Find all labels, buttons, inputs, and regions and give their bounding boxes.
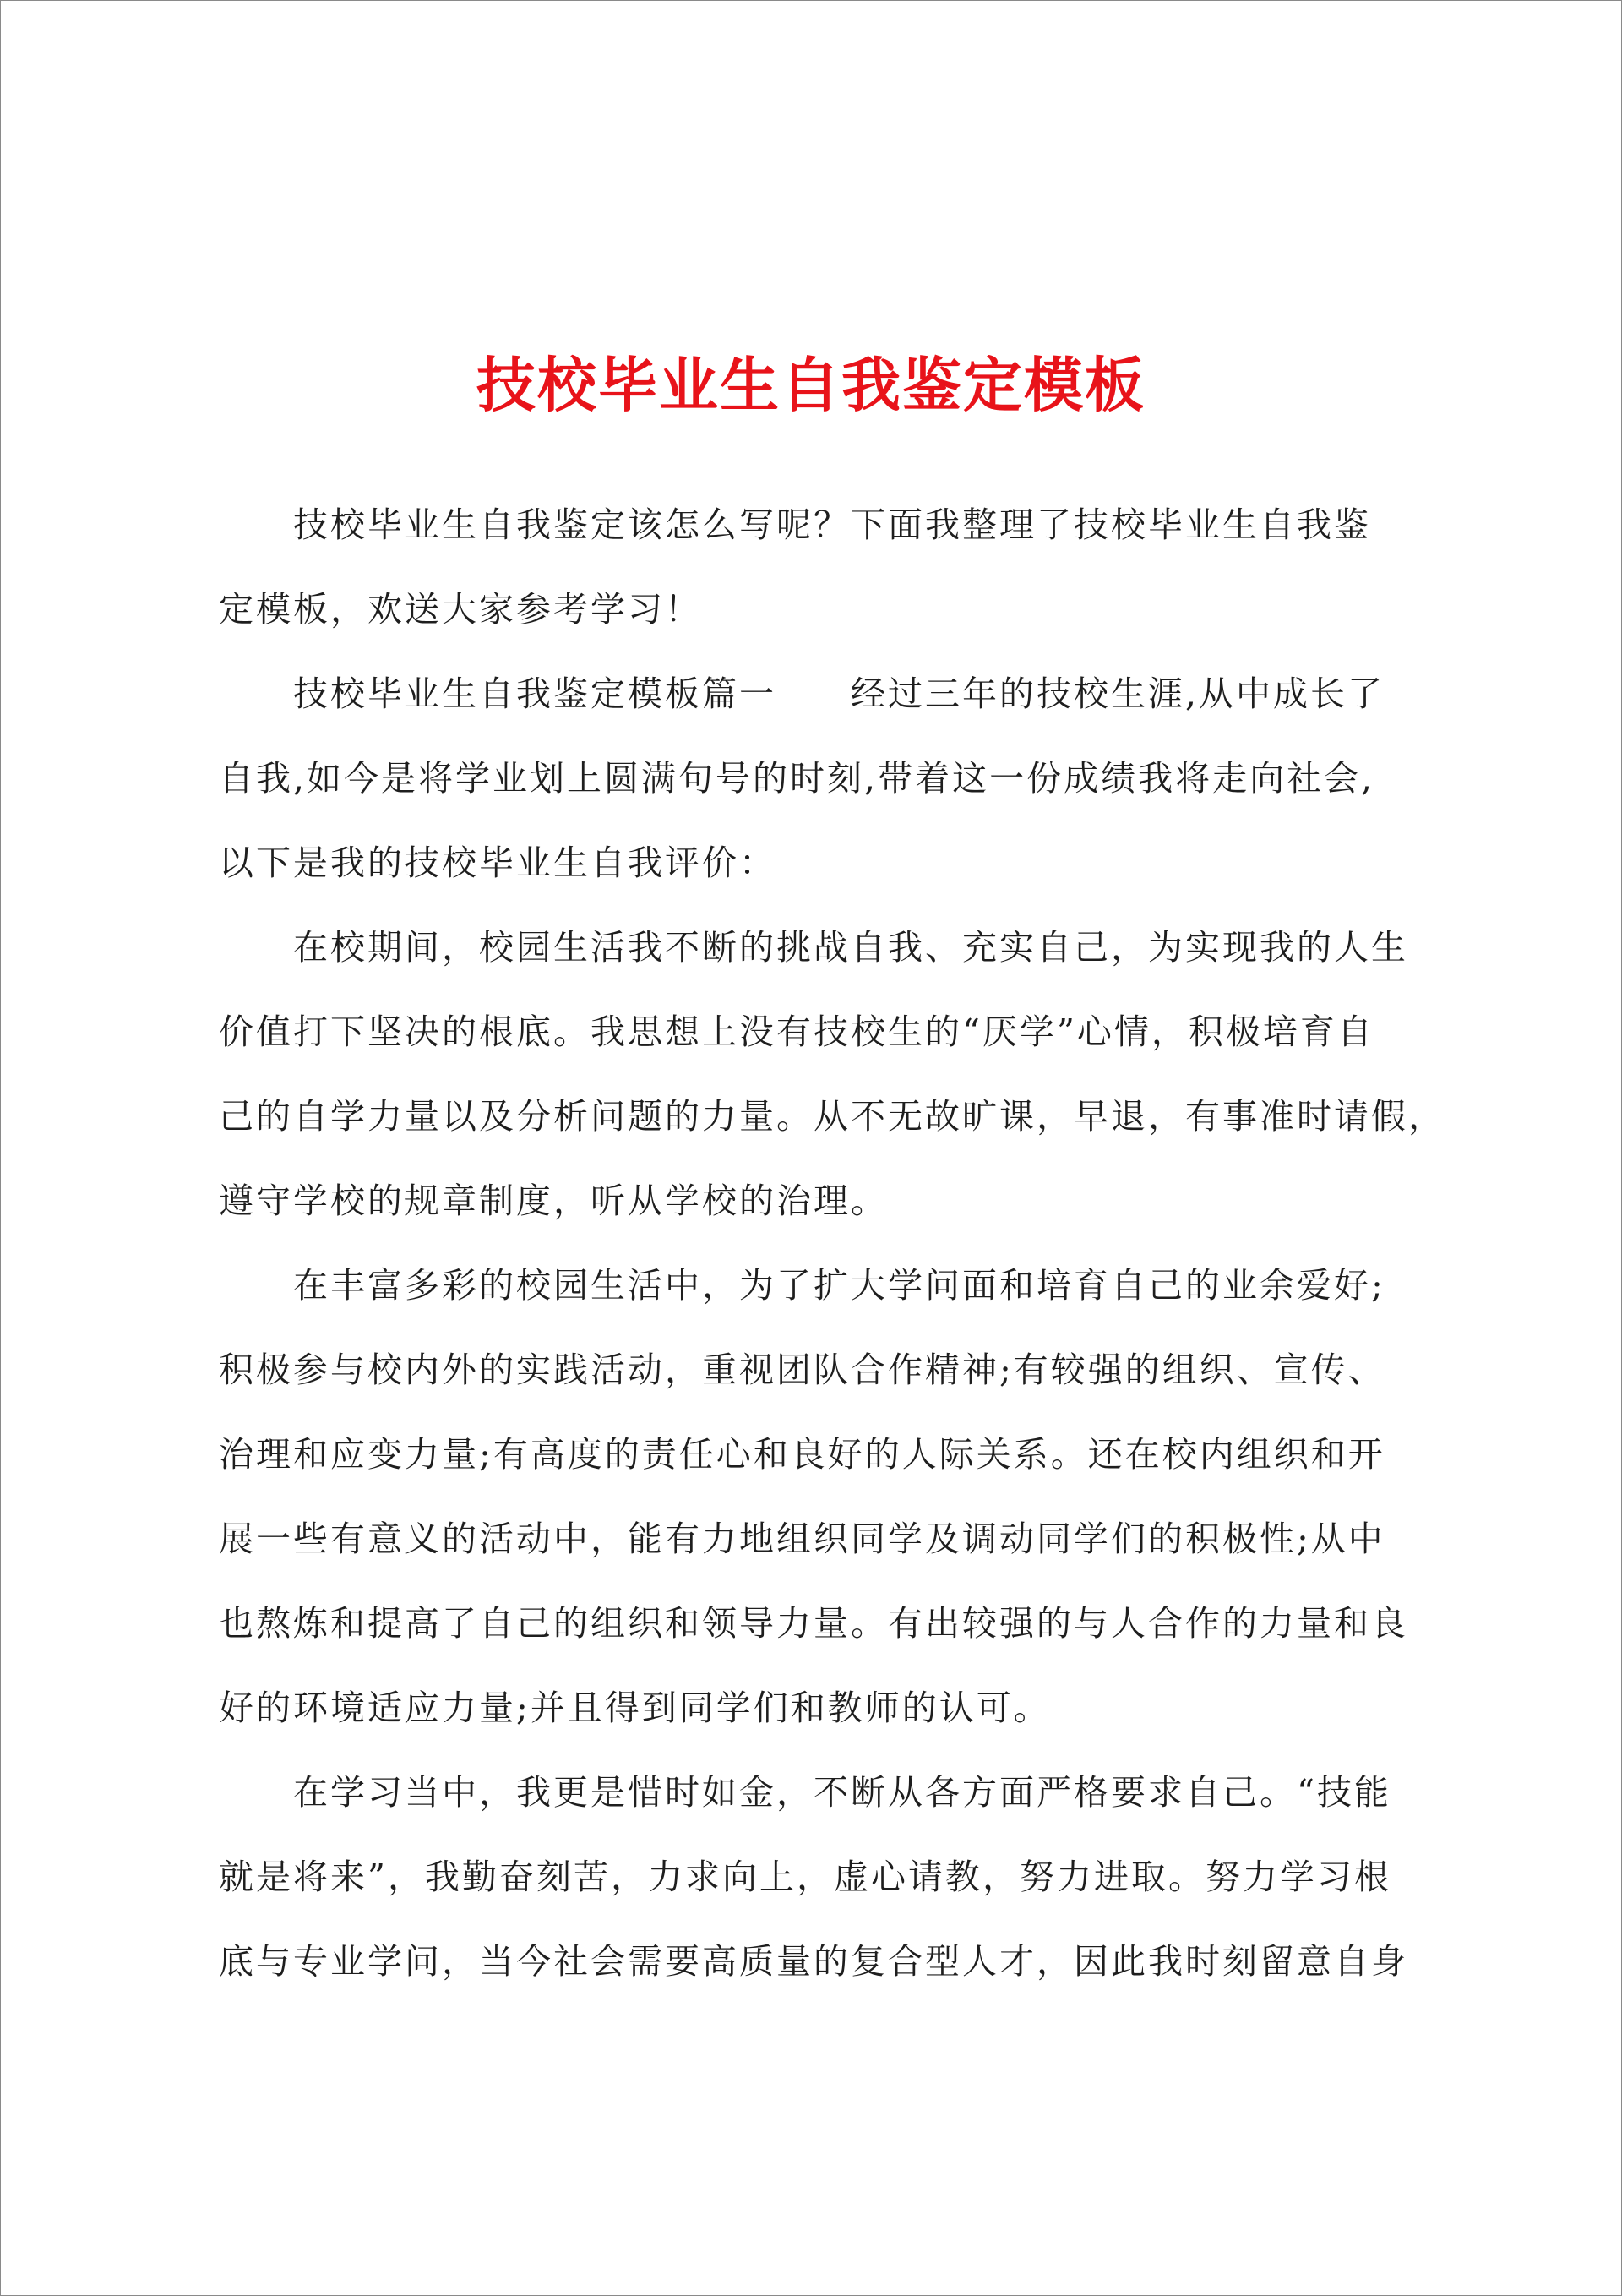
paragraph-study (219, 1750, 1418, 2004)
text-line: 技校毕业生自我鉴定模板篇一 经过三年的技校生涯,从中成长了 (293, 674, 1385, 714)
paragraph-school-life (219, 905, 1445, 1243)
text-line: 治理和应变力量;有高度的责任心和良好的人际关系。还在校内组织和开 (219, 1434, 1385, 1475)
text-line: 在丰富多彩的校园生活中，为了扩大学问面和培育自己的业余爱好; (293, 1265, 1385, 1306)
text-line: 好的环境适应力量;并且得到同学们和教师的认可。 (219, 1688, 1051, 1728)
text-line: 定模板，欢送大家参考学习！ (219, 589, 702, 630)
text-line: 在学习当中，我更是惜时如金，不断从各方面严格要求自己。“技能 (293, 1772, 1391, 1813)
document-title: 技校毕业生自我鉴定模板 (476, 350, 1146, 420)
text-line: 以下是我的技校毕业生自我评价： (219, 843, 776, 883)
document-body (219, 483, 1445, 2004)
text-line: 技校毕业生自我鉴定该怎么写呢？下面我整理了技校毕业生自我鉴 (293, 504, 1371, 545)
text-line: 在校期间，校园生活我不断的挑战自我、充实自己，为实现我的人生 (293, 927, 1408, 968)
text-line: 遵守学校的规章制度，听从学校的治理。 (219, 1181, 888, 1221)
text-line: 价值打下坚决的根底。我思想上没有技校生的“厌学”心情，积极培育自 (219, 1012, 1374, 1052)
paragraph-intro (219, 483, 1418, 652)
text-line: 己的自学力量以及分析问题的力量。从不无故旷课，早退，有事准时请假， (219, 1096, 1445, 1137)
text-line: 积极参与校内外的实践活动，重视团队合作精神;有较强的组织、宣传、 (219, 1350, 1385, 1390)
text-line: 就是将来”，我勤奋刻苦，力求向上，虚心请教，努力进取。努力学习根 (219, 1857, 1391, 1897)
text-line: 也熬炼和提高了自己的组织和领导力量。有出较强的与人合作的力量和良 (219, 1603, 1408, 1644)
text-line: 展一些有意义的活动中，能有力地组织同学及调动同学们的积极性;从中 (219, 1519, 1385, 1559)
paragraph-section-1 (219, 652, 1418, 905)
text-line: 自我,如今是将学业划上圆满句号的时刻,带着这一份成绩我将走向社会, (219, 758, 1375, 799)
paragraph-activities (219, 1243, 1418, 1750)
text-line: 底与专业学问，当今社会需要高质量的复合型人才，因此我时刻留意自身 (219, 1941, 1408, 1982)
